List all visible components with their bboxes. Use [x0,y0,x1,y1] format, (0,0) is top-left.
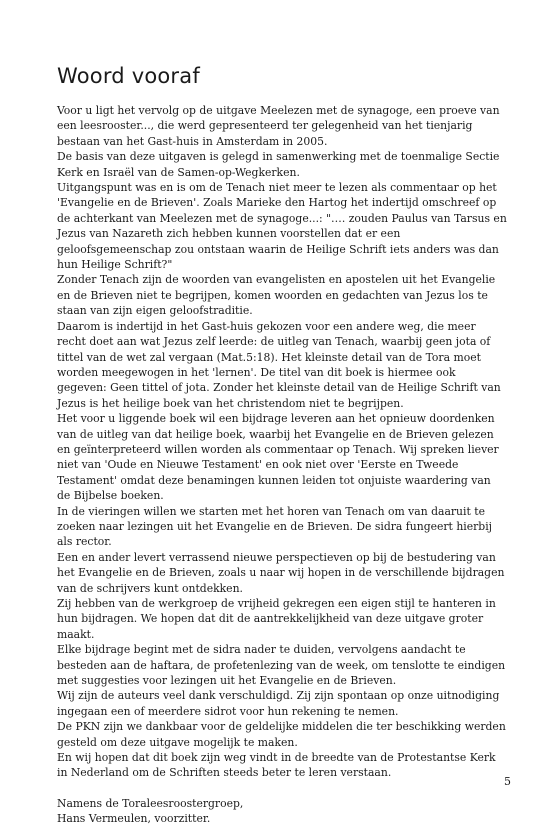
signature-name: Hans Vermeulen, voorzitter. [57,812,211,826]
paragraph-elke-bijdrage: Elke bijdrage begint met de sidra nader te duiden, vervolgens aandacht te besteden aan de haftara, de profetenlezing van de week, om tenslotte te eindigen met suggesties voor lezingen uit het Evangelie en de Brieven. [57,643,506,688]
paragraph-basis: De basis van deze uitgaven is gelegd in samenwerking met de toenmalige Sectie Kerk en Israël van de Samen-op-Wegkerken. [57,150,500,179]
paragraph-uitgangspunt: Uitgangspunt was en is om de Tenach niet meer te lezen als commentaar op het 'Evangelie en de Brieven'. Zoals Marieke den Hartog het indertijd omschreef op de achterkant van Meelezen met de synagoge...: "…. zouden Paulus van Tarsus en Jezus van Nazareth zich hebben kunnen voorstellen dat er een geloofsgemeenschap zou ontstaan waarin de Heilige Schrift iets anders was dan hun Heilige Schrift?" [57,181,507,272]
paragraph-zonder-tenach: Zonder Tenach zijn de woorden van evangelisten en apostelen uit het Evangelie en de Brieven niet te begrijpen, komen woorden en gedachten van Jezus los te staan van zijn eigen geloofstraditie. [57,273,496,318]
paragraph-slot: En wij hopen dat dit boek zijn weg vindt in de breedte van de Protestantse Kerk in Nederland om de Schriften steeds beter te leren verstaan. [57,751,496,780]
paragraph-dank: Wij zijn de auteurs veel dank verschuldigd. Zij zijn spontaan op onze uitnodiging ingegaan een of meerdere sidrot voor hun rekening te nemen. [57,689,500,718]
body-text [57,103,507,827]
paragraph-dit-boek: Het voor u liggende boek wil een bijdrage leveren aan het opnieuw doordenken van de uitleg van dat heilige boek, waarbij het Evangelie en de Brieven gelezen en geïnterpreteerd willen worden als commentaar op Tenach. Wij spreken liever niet van 'Oude en Nieuwe Testament' en ook niet over 'Eerste en Tweede Testament' omdat deze benamingen kunnen leiden tot onjuiste waardering van de Bijbelse boeken. [57,412,499,503]
signature-group: Namens de Toraleesroostergroep, [57,796,244,810]
paragraph-perspectieven: Een en ander levert verrassend nieuwe perspectieven op bij de bestudering van het Evangelie en de Brieven, zoals u naar wij hopen in de verschillende bijdragen van de schrijvers kunt ontdekken. [57,550,505,595]
paragraph-pkn: De PKN zijn we dankbaar voor de geldelijke middelen die ter beschikking werden gesteld om deze uitgave mogelijk te maken. [57,720,506,749]
signature-block [57,796,507,827]
paragraph-daarom: Daarom is indertijd in het Gast-huis gekozen voor een andere weg, die meer recht doet aan wat Jezus zelf leerde: de uitleg van Tenach, waarbij geen jota of tittel van de wet zal vergaan (Mat.5:18). Het kleinste detail van de Tora moet worden meegewogen in het 'lernen'. De titel van dit boek is hiermee ook gegeven: Geen tittel of jota. Zonder het kleinste detail van de Heilige Schrift van Jezus is het heilige boek van het christendom niet te begrijpen. [57,319,501,410]
paragraph-intro: Voor u ligt het vervolg op de uitgave Meelezen met de synagoge, een proeve van een leesrooster..., die werd gepresenteerd ter gelegenheid van het tienjarig bestaan van het Gast-huis in Amsterdam in 2005. [57,104,500,148]
document-page [57,64,507,827]
page-title: Woord vooraf [57,64,200,88]
paragraph-vieringen: In de vieringen willen we starten met het horen van Tenach om van daaruit te zoeken naar lezingen uit het Evangelie en de Brieven. De sidra fungeert hierbij als rector. [57,504,492,549]
paragraph-vrijheid: Zij hebben van de werkgroep de vrijheid gekregen een eigen stijl te hanteren in hun bijdragen. We hopen dat dit de aantrekkelijkheid van deze uitgave groter maakt. [57,597,496,641]
page-number: 5 [504,775,511,788]
